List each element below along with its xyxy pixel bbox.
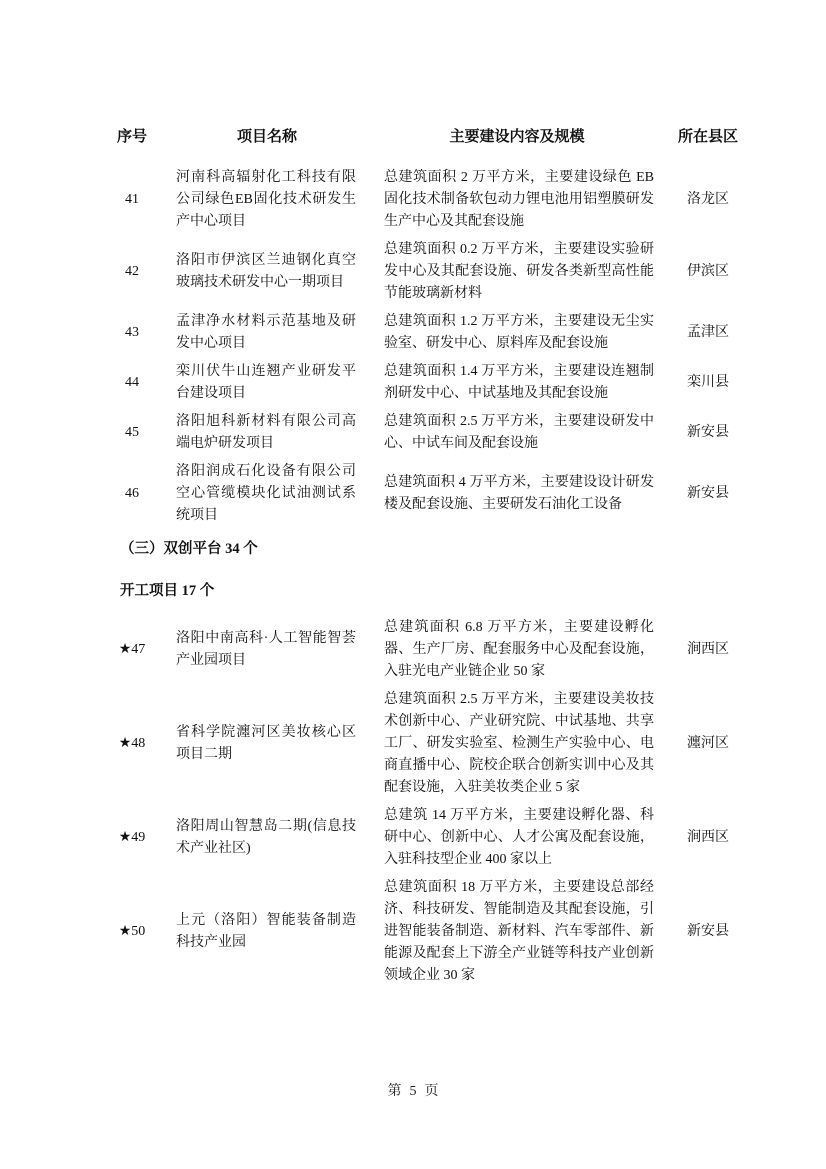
table-row <box>104 164 756 236</box>
serial-cell: 42 <box>125 264 139 279</box>
col-header-district: 所在县区 <box>677 129 738 145</box>
serial-cell: 41 <box>125 192 139 207</box>
project-name-cell: 洛阳周山智慧岛二期(信息技术产业社区) <box>176 819 356 856</box>
table-row <box>104 358 756 408</box>
district-cell: 栾川县 <box>687 375 729 390</box>
col-header-content: 主要建设内容及规模 <box>449 129 585 145</box>
project-name-cell: 省科学院瀍河区美妆核心区项目二期 <box>176 725 356 762</box>
table-row <box>104 236 756 308</box>
content-cell: 总建筑面积 1.4 万平方米，主要建设连翘制剂研发中心、中试基地及其配套设施 <box>384 364 654 401</box>
project-name-cell: 栾川伏牛山连翘产业研发平台建设项目 <box>176 364 356 401</box>
table-header-row <box>104 126 756 164</box>
content-cell: 总建筑 14 万平方米，主要建设孵化器、科研中心、创新中心、人才公寓及配套设施，入驻科技型企业 400 家以上 <box>384 808 654 867</box>
serial-cell: 43 <box>125 325 139 340</box>
content-cell: 总建筑面积 4 万平方米，主要建设设计研发楼及配套设施、主要研发石油化工设备 <box>384 475 654 512</box>
district-cell: 涧西区 <box>687 642 729 657</box>
district-cell: 孟津区 <box>687 325 729 340</box>
table-row <box>104 308 756 358</box>
district-cell: 涧西区 <box>687 830 729 845</box>
page-footer-suffix: 页 <box>424 1084 439 1099</box>
section-heading-row <box>104 530 756 568</box>
content-cell: 总建筑面积 6.8 万平方米，主要建设孵化器、生产厂房、配套服务中心及配套设施，入驻光电产业链企业 50 家 <box>384 620 654 679</box>
project-name-cell: 洛阳市伊滨区兰迪钢化真空玻璃技术研发中心一期项目 <box>176 253 356 290</box>
serial-cell: 44 <box>125 375 139 390</box>
district-cell: 瀍河区 <box>687 736 729 751</box>
serial-cell: ★50 <box>118 924 146 939</box>
project-name-cell: 上元（洛阳）智能装备制造科技产业园 <box>176 913 356 950</box>
page-number: 5 <box>409 1084 417 1099</box>
table-row <box>104 802 756 874</box>
table-row <box>104 686 756 802</box>
project-name-cell: 洛阳润成石化设备有限公司空心管缆模块化试油测试系统项目 <box>176 464 356 523</box>
project-name-cell: 洛阳中南高科·人工智能智荟产业园项目 <box>176 631 356 668</box>
page-footer <box>0 1080 826 1100</box>
serial-cell: 46 <box>125 486 139 501</box>
page-footer-prefix: 第 <box>387 1084 402 1099</box>
section-heading-row <box>104 568 756 614</box>
table-row <box>104 614 756 686</box>
table-row <box>104 458 756 530</box>
project-name-cell: 河南科高辐射化工科技有限公司绿色EB固化技术研发生产中心项目 <box>176 170 356 229</box>
district-cell: 新安县 <box>687 425 729 440</box>
section-heading: （三）双创平台 34 个 <box>120 541 258 557</box>
col-header-serial: 序号 <box>116 129 147 145</box>
content-cell: 总建筑面积 2.5 万平方米，主要建设美妆技术创新中心、产业研究院、中试基地、共享工厂、研发实验室、检测生产实验中心、电商直播中心、院校企联合创新实训中心及其配套设施，入驻美妆类企业 5 家 <box>384 692 654 795</box>
content-cell: 总建筑面积 2 万平方米，主要建设绿色 EB 固化技术制备软包动力锂电池用铝塑膜研发生产中心及其配套设施 <box>384 170 654 229</box>
content-cell: 总建筑面积 2.5 万平方米，主要建设研发中心、中试车间及配套设施 <box>384 414 654 451</box>
project-name-cell: 孟津净水材料示范基地及研发中心项目 <box>176 314 356 351</box>
serial-cell: ★48 <box>118 736 146 751</box>
content-cell: 总建筑面积 18 万平方米，主要建设总部经济、科技研发、智能制造及其配套设施，引进智能装备制造、新材料、汽车零部件、新能源及配套上下游全产业链等科技产业创新领域企业 30 家 <box>384 880 654 983</box>
district-cell: 伊滨区 <box>687 264 729 279</box>
serial-cell: 45 <box>125 425 139 440</box>
district-cell: 新安县 <box>687 924 729 939</box>
col-header-project-name: 项目名称 <box>236 129 297 145</box>
district-cell: 新安县 <box>687 486 729 501</box>
table-row <box>104 874 756 990</box>
serial-cell: ★49 <box>118 830 146 845</box>
table-row <box>104 408 756 458</box>
serial-cell: ★47 <box>118 642 146 657</box>
content-cell: 总建筑面积 1.2 万平方米，主要建设无尘实验室、研发中心、原料库及配套设施 <box>384 314 654 351</box>
section-heading: 开工项目 17 个 <box>120 583 215 599</box>
district-cell: 洛龙区 <box>687 192 729 207</box>
content-cell: 总建筑面积 0.2 万平方米，主要建设实验研发中心及其配套设施、研发各类新型高性能节能玻璃新材料 <box>384 242 654 301</box>
projects-table <box>104 126 756 990</box>
project-name-cell: 洛阳旭科新材料有限公司高端电炉研发项目 <box>176 414 356 451</box>
